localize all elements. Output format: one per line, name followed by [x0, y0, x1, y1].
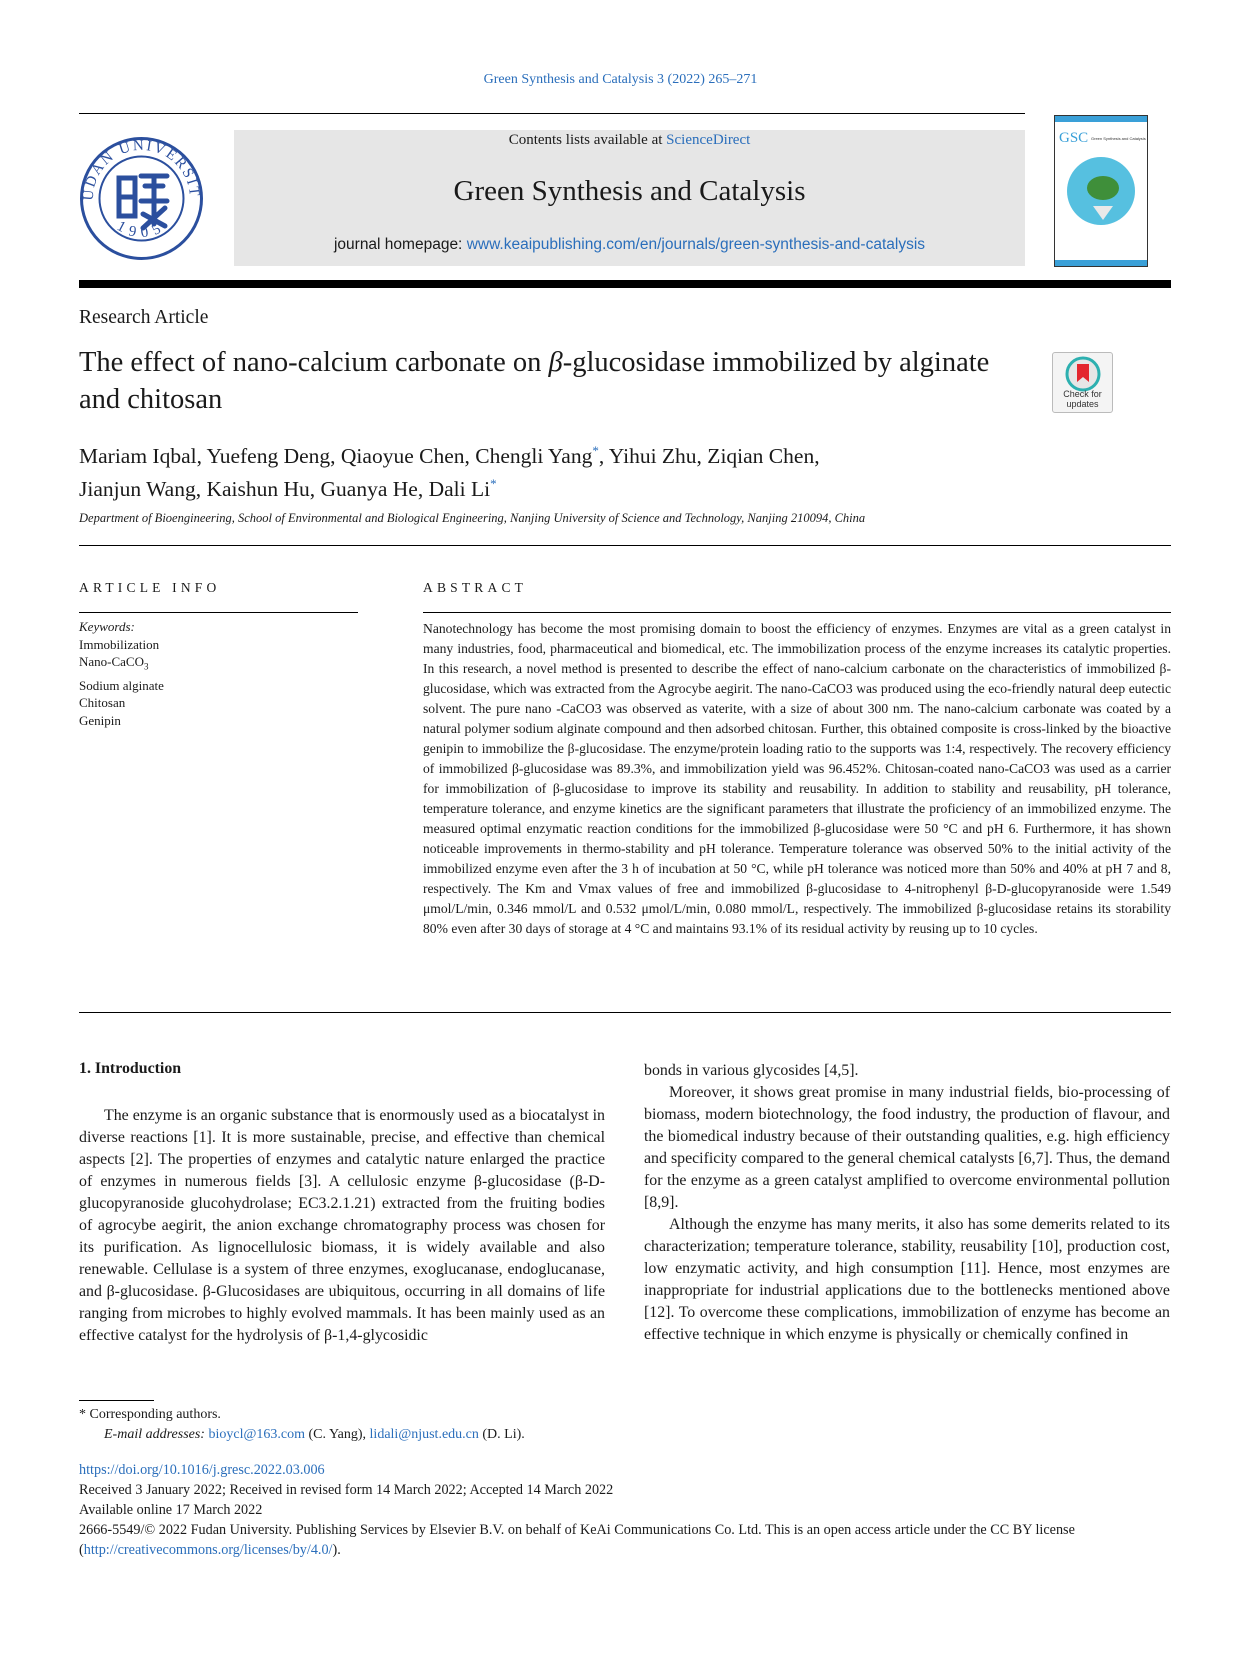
intro-paragraph: The enzyme is an organic substance that is enormously used as a biocatalyst in diverse reactions [1]. It is more sustainable, precise, and effective than chemical aspects [2]. The properties of enzymes and catalytic nature enlarged the practice of enzymes in numerous fields [3]. A cellulosic enzyme β-glucosidase (β-D-glucopyranoside glucohydrolase; EC3.2.1.21) extracted from the fruiting bodies of agrocybe aegirit, the anion exchange chromatography process was chosen for its purification. As lignocellulosic biomass, it is widely available and also renewable. Cellulase is a system of three enzymes, exoglucanase, endoglucanase, and β-glucosidase. β-Glucosidases are ubiquitous, occurring in all domains of life ranging from microbes to highly evolved mammals. It has been mainly used as an effective catalyst for the hydrolysis of β-1,4-glycosidic — [79, 1107, 605, 1344]
journal-citation[interactable]: Green Synthesis and Catalysis 3 (2022) 265–271 — [483, 72, 758, 87]
intro-paragraph: bonds in various glycosides [4,5]. — [644, 1062, 859, 1079]
keyword-item: Nano-CaCO$_3$ — [79, 654, 149, 672]
introduction-heading: 1. Introduction — [79, 1060, 182, 1077]
logo-year: 1905 — [114, 218, 169, 242]
abstract-bottom-rule — [79, 1012, 1171, 1013]
keyword-item: Chitosan — [79, 695, 126, 711]
footnote-rule — [79, 1400, 154, 1401]
journal-homepage: journal homepage: www.keaipublishing.com/en/journals/green-synthesis-and-catalysis — [333, 236, 926, 253]
doi-link[interactable]: https://doi.org/10.1016/j.gresc.2022.03.006 — [79, 1462, 325, 1478]
homepage-link[interactable]: www.keaipublishing.com/en/journals/green-synthesis-and-catalysis — [466, 236, 926, 253]
journal-name: Green Synthesis and Catalysis — [453, 175, 806, 207]
header-thick-bar — [79, 280, 1171, 288]
keywords-list — [79, 618, 164, 730]
article-info-rule — [79, 612, 358, 613]
email-addresses: E-mail addresses: bioycl@163.com (C. Yang), lidali@njust.edu.cn (D. Li). — [104, 1427, 525, 1442]
corresponding-mark[interactable]: * — [592, 443, 599, 458]
email-link[interactable]: bioycl@163.com — [208, 1427, 305, 1442]
corresponding-authors-note: * Corresponding authors. — [79, 1407, 221, 1422]
crossmark-label: Check for updates — [1063, 389, 1102, 409]
cover-title: GSC — [1059, 130, 1089, 146]
section-rule — [79, 545, 1171, 546]
article-title: The effect of nano-calcium carbonate on β-glucosidase immobilized by alginate and chitosan — [79, 347, 990, 415]
corresponding-mark[interactable]: * — [490, 476, 497, 492]
keyword-item: Immobilization — [79, 636, 160, 652]
header-rule — [79, 113, 1025, 114]
email-link[interactable]: lidali@njust.edu.cn — [369, 1427, 479, 1442]
publication-info — [79, 1460, 1171, 1560]
journal-banner — [234, 130, 1025, 266]
intro-paragraph: Although the enzyme has many merits, it also has some demerits related to its characterization; temperature tolerance, stability, reusability [10], production cost, low enzymatic activity, and high consumption [11]. Hence, most enzymes are inappropriate for industrial applications due to the bottlenecks mentioned above [12]. To overcome these complications, immobilization of enzyme has become an effective technique in which enzyme is physically or chemically confined in — [644, 1216, 1170, 1343]
license-link[interactable]: http://creativecommons.org/licenses/by/4.0/ — [83, 1542, 333, 1558]
logo-top-text: UDAN UNIVERSIT — [80, 137, 203, 202]
affiliation: Department of Bioengineering, School of Environmental and Biological Engineering, Nanjing University of Science and Technology, Nanjing 210094, China — [79, 511, 866, 525]
crossmark-icon — [1065, 356, 1101, 392]
check-for-updates-badge[interactable] — [1052, 352, 1113, 413]
abstract-heading: ABSTRACT — [423, 580, 528, 595]
footnote — [79, 1405, 1171, 1445]
fudan-university-logo — [79, 136, 204, 261]
available-online: Available online 17 March 2022 — [79, 1502, 263, 1518]
intro-column-left — [79, 1105, 605, 1347]
received-dates: Received 3 January 2022; Received in revised form 14 March 2022; Accepted 14 March 2022 — [79, 1482, 614, 1498]
article-type: Research Article — [79, 307, 209, 328]
article-info-heading: ARTICLE INFO — [79, 580, 221, 595]
abstract-rule — [423, 612, 1171, 613]
abstract-text: Nanotechnology has become the most promising domain to boost the efficiency of enzymes. Enzymes are vital as a green catalyst in many industries, food, pharmaceutical and biomedical, etc. The immobilization process of the enzyme increases its catalytic properties. In this research, a novel method is presented to describe the effect of nano-calcium carbonate on the characteristics of immobilized β-glucosidase, which was extracted from the Agrocybe aegirit. The nano-CaCO3 was produced using the eco-friendly natural deep eutectic solvent. The pure nano -CaCO3 was observed as vaterite, with a size of about 300 nm. The nano-calcium carbonate was coated by a natural polymer sodium alginate compound and then adsorbed chitosan. Further, this obtained composite is cross-linked by the bioactive genipin to immobilize the β-glucosidase. The enzyme/protein loading ratio to the supports was 1:4, respectively. The recovery efficiency of immobilized β-glucosidase was 89.3%, and immobilization yield was 96.452%. Chitosan-coated nano-CaCO3 was used as a carrier for immobilization of β-glucosidase to improve its stability and reusability. In addition to stability and reusability, pH tolerance, temperature tolerance, and enzyme kinetics are the significant parameters that illustrate the proficiency of an immobilized enzyme. The measured optimal enzymatic reaction conditions for the immobilized β-glucosidase were 50 °C and pH 6. Furthermore, it has shown noticeable improvements in thermo-stability and pH tolerance. Temperature tolerance was observed 50% to the initial activity of the immobilized enzyme even after the 3 h of incubation at 50 °C, while pH tolerance was noticed more than 50% and 40% at pH 7 and 8, respectively. The Km and Vmax values of free and immobilized β-glucosidase to 4-nitrophenyl β-D-glucopyranoside were 1.549 μmol/L/min, 0.346 mmol/L and 0.532 μmol/L/min, 0.080 mmol/L, respectively. The immobilized β-glucosidase retains its storability 80% even after 30 days of storage at 4 °C and maintains 93.1% of its residual activity by reusing up to 10 cycles. — [423, 621, 1171, 936]
keyword-item: Genipin — [79, 713, 121, 729]
cover-subtitle: Green Synthesis and Catalysis — [1091, 136, 1146, 141]
license-statement: 2666-5549/© 2022 Fudan University. Publishing Services by Elsevier B.V. on behalf of KeAi Communications Co. Ltd. This is an open access article under the CC BY license (http://creativecommons.org/licenses/by/4.0/). — [79, 1522, 1075, 1558]
contents-available: Contents lists available at ScienceDirect — [508, 132, 751, 148]
sciencedirect-link[interactable]: ScienceDirect — [666, 132, 751, 148]
keywords-label: Keywords: — [79, 619, 135, 634]
journal-cover-image[interactable] — [1054, 115, 1148, 267]
keyword-item: Sodium alginate — [79, 677, 164, 693]
intro-column-right — [644, 1060, 1170, 1346]
author-list: Mariam Iqbal, Yuefeng Deng, Qiaoyue Chen, Chengli Yang*, Yihui Zhu, Ziqian Chen, Jianjun Wang, Kaishun Hu, Guanya He, Dali Li* — [79, 443, 820, 502]
intro-paragraph: Moreover, it shows great promise in many industrial fields, bio-processing of biomass, modern biotechnology, the food industry, the production of flavour, and the biomedical industry because of their outstanding qualities, e.g. high efficiency and specificity compared to the general chemical catalysts [6,7]. Thus, the demand for the enzyme as a green catalyst amplified to overcome environmental pollution [8,9]. — [644, 1084, 1170, 1211]
